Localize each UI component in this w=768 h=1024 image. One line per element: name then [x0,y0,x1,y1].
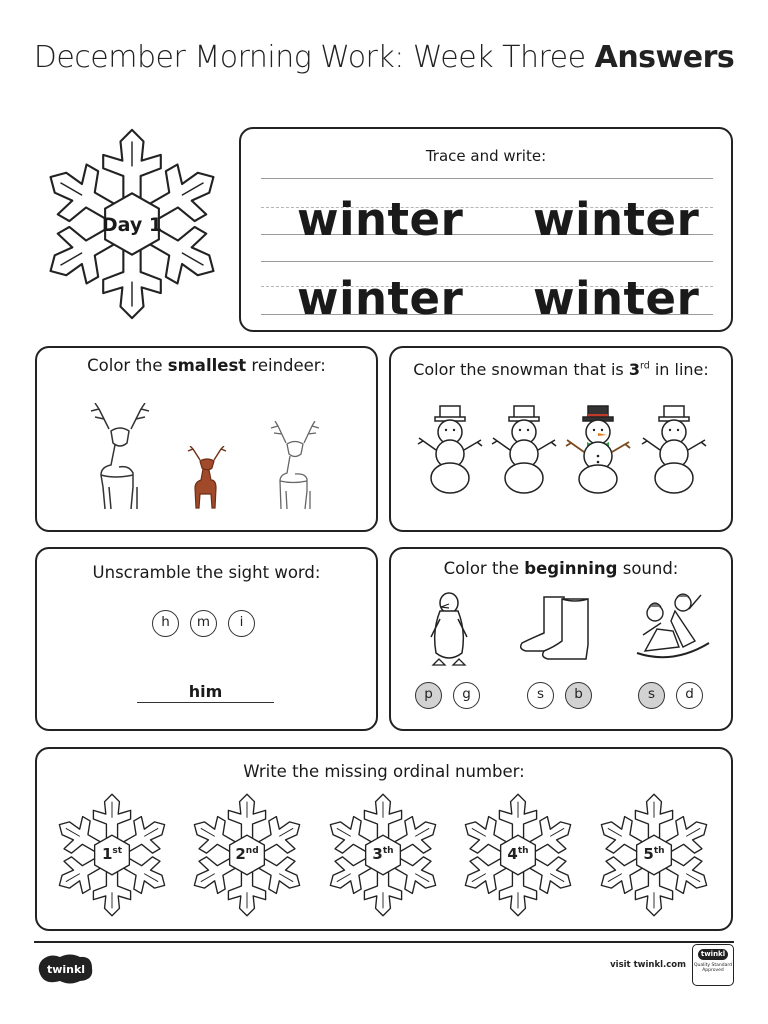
beginning-heading: Color the beginning sound: [443,559,679,578]
ordinal-label: 3th [372,845,394,863]
day-label: Day 1 [101,214,163,236]
ordinal-label: 5th [643,845,665,863]
sound-option: b [565,682,592,709]
title-bold: Answers [594,40,735,75]
letter-circle: m [190,610,217,637]
ordinal-label: 2nd [235,845,259,863]
trace-heading: Trace and write: [425,147,547,165]
snowman-4-image [639,404,709,494]
answer-line [137,702,274,703]
badge-brand: twinkl [698,949,728,960]
beginning-sound-panel [389,547,733,731]
boots-image [518,593,600,665]
ordinal-heading: Write the missing ordinal number: [243,762,525,781]
svg-text:twinkl: twinkl [46,963,86,976]
snowman-3-image [563,404,633,494]
reindeer-medium-image [267,421,323,511]
sound-option: s [527,682,554,709]
sledding-image [633,589,713,669]
unscramble-panel [35,547,378,731]
snowman-panel [389,346,733,532]
penguin-image [427,591,471,667]
twinkl-logo [36,952,96,986]
reindeer-heading: Color the smallest reindeer: [87,356,326,375]
letter-circle: h [152,610,179,637]
title-main: December Morning Work: Week Three [33,40,586,75]
badge-text: Quality Standard Approved [694,963,732,973]
visit-link[interactable]: visit twinkl.com [610,960,686,970]
trace-word: winter [297,193,464,246]
page-title [0,40,768,75]
sound-option: s [638,682,665,709]
trace-word: winter [533,272,700,325]
trace-word: winter [297,272,464,325]
ordinal-label: 4th [507,845,529,863]
sound-option: g [453,682,480,709]
unscramble-heading: Unscramble the sight word: [92,563,321,582]
sound-option: p [415,682,442,709]
ordinal-label: 1st [101,845,123,863]
reindeer-panel [35,346,378,532]
trace-panel [239,127,733,332]
footer-divider [34,941,734,943]
snowman-1-image [415,404,485,494]
sound-option: d [676,682,703,709]
snowman-2-image [489,404,559,494]
reindeer-large-image [85,403,155,511]
reindeer-small-image [185,446,229,510]
trace-word: winter [533,193,700,246]
letter-circle: i [228,610,255,637]
answer-text: him [188,682,223,701]
snowman-heading: Color the snowman that is 3rd in line: [413,360,709,379]
quality-badge [692,944,734,986]
